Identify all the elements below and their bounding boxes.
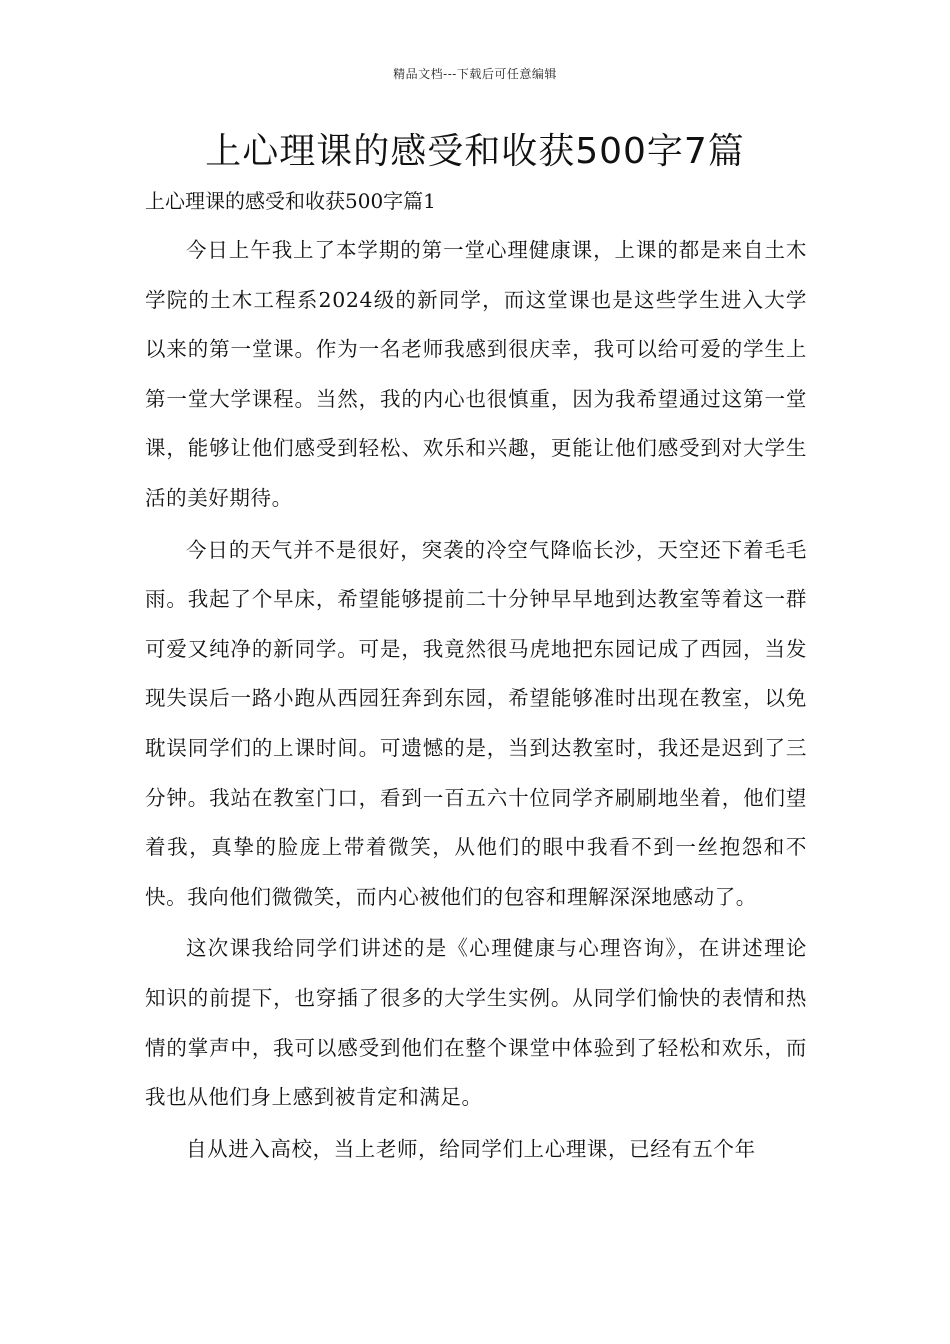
section-heading: 上心理课的感受和收获500字篇1 (145, 189, 436, 213)
paragraph-2: 今日的天气并不是很好，突袭的冷空气降临长沙，天空还下着毛毛雨。我起了个早床，希望能够提前二十分钟早早地到达教室等着这一群可爱又纯净的新同学。可是，我竟然很马虎地把东园记成了西园，当发现失误后一路小跑从西园狂奔到东园，希望能够准时出现在教室，以免耽误同学们的上课时间。可遗憾的是，当到达教室时，我还是迟到了三分钟。我站在教室门口，看到一百五六十位同学齐刷刷地坐着，他们望着我，真挚的脸庞上带着微笑，从他们的眼中我看不到一丝抱怨和不快。我向他们微微笑，而内心被他们的包容和理解深深地感动了。 (145, 537, 807, 909)
paragraph-3: 这次课我给同学们讲述的是《心理健康与心理咨询》，在讲述理论知识的前提下，也穿插了很多的大学生实例。从同学们愉快的表情和热情的掌声中，我可以感受到他们在整个课堂中体验到了轻松和欢乐，而我也从他们身上感到被肯定和满足。 (145, 936, 807, 1110)
body-text (145, 226, 807, 1176)
header-note: 精品文档---下载后可任意编辑 (393, 67, 557, 81)
document-title: 上心理课的感受和收获500字7篇 (205, 131, 745, 172)
paragraph-1: 今日上午我上了本学期的第一堂心理健康课，上课的都是来自土木学院的土木工程系2024级的新同学，而这堂课也是这些学生进入大学以来的第一堂课。作为一名老师我感到很庆幸，我可以给可爱的学生上第一堂大学课程。当然，我的内心也很慎重，因为我希望通过这第一堂课，能够让他们感受到轻松、欢乐和兴趣，更能让他们感受到对大学生活的美好期待。 (145, 238, 807, 510)
paragraph-4: 自从进入高校，当上老师，给同学们上心理课，已经有五个年 (186, 1136, 756, 1161)
